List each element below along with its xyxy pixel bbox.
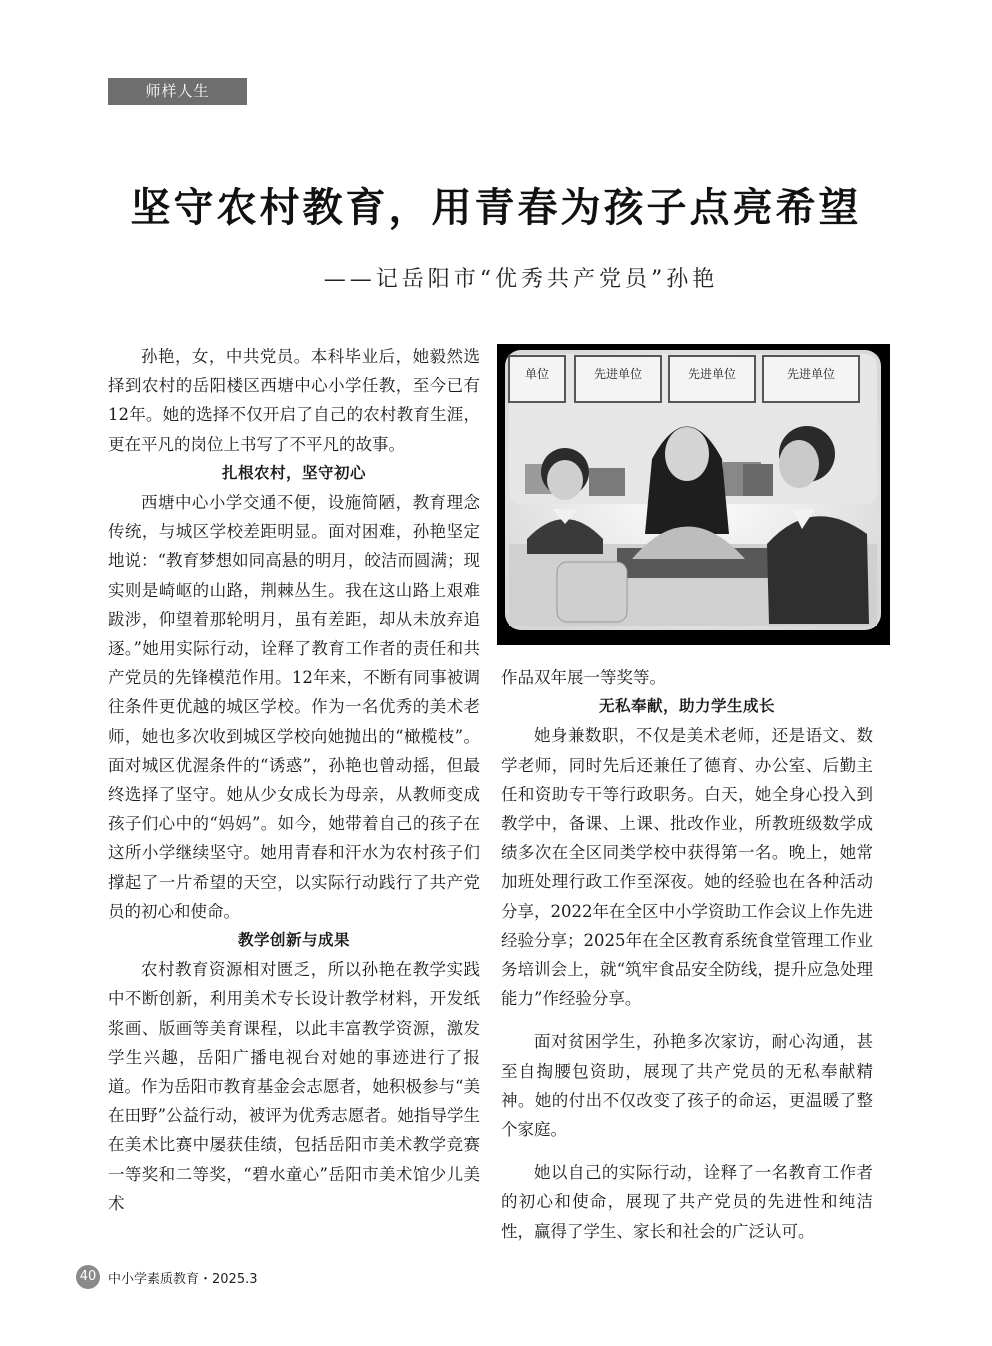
paragraph: 她身兼数职，不仅是美术老师，还是语文、数学老师，同时先后还兼任了德育、办公室、后勤主任和资助专干等行政职务。白天，她全身心投入到教学中，备课、上课、批改作业，所教班级数学成绩多次在全区同类学校中获得第一名。晚上，她常加班处理行政工作至深夜。她的经验也在各种活动分享，2022年在全区中小学资助工作会议上作先进经验分享；2025年在全区教育系统食堂管理工作业务培训会上，就“筑牢食品安全防线，提升应急处理能力”作经验分享。 xyxy=(501,726,873,1009)
section-label: 师样人生 xyxy=(108,78,247,105)
article-photo xyxy=(497,344,890,645)
section-heading: 教学创新与成果 xyxy=(237,931,350,950)
section-heading: 扎根农村，坚守初心 xyxy=(221,463,366,482)
article-title: 坚守农村教育，用青春为孩子点亮希望 xyxy=(130,185,862,231)
plaque-text: 先进单位 xyxy=(786,367,836,381)
paragraph: 她以自己的实际行动，诠释了一名教育工作者的初心和使命，展现了共产党员的先进性和纯洁性，赢得了学生、家长和社会的广泛认可。 xyxy=(501,1163,873,1241)
article-subtitle: ——记岳阳市“优秀共产党员”孙艳 xyxy=(323,267,719,292)
plaque-text: 单位 xyxy=(524,367,550,381)
plaque-row xyxy=(509,356,859,402)
paragraph: 孙艳，女，中共党员。本科毕业后，她毅然选择到农村的岳阳楼区西塘中心小学任教，至今已有12年。她的选择不仅开启了自己的农村教育生涯，更在平凡的岗位上书写了不平凡的故事。 xyxy=(108,347,480,454)
plaque-text: 先进单位 xyxy=(593,367,643,381)
left-column xyxy=(108,342,480,1218)
paragraph: 作品双年展一等奖等。 xyxy=(501,668,666,687)
paragraph: 面对贫困学生，孙艳多次家访，耐心沟通，甚至自掏腰包资助，展现了共产党员的无私奉献精神。她的付出不仅改变了孩子的命运，更温暖了整个家庭。 xyxy=(501,1032,873,1140)
page-number: 40 xyxy=(76,1265,100,1289)
paragraph: 农村教育资源相对匮乏，所以孙艳在教学实践中不断创新，利用美术专长设计教学材料，开发纸浆画、版画等美育课程，以此丰富教学资源，激发学生兴趣，岳阳广播电视台对她的事迹进行了报道。作为岳阳市教育基金会志愿者，她积极参与“美在田野”公益行动，被评为优秀志愿者。她指导学生在美术比赛中屡获佳绩，包括岳阳市美术教学竞赛一等奖和二等奖，“碧水童心”岳阳市美术馆少儿美术 xyxy=(108,960,480,1213)
plaque-text: 先进单位 xyxy=(687,367,737,381)
journal-name: 中小学素质教育・2025.3 xyxy=(108,1271,258,1287)
section-heading: 无私奉献，助力学生成长 xyxy=(598,697,775,716)
page-footer xyxy=(76,1265,258,1289)
right-column xyxy=(501,663,873,1246)
paragraph: 西塘中心小学交通不便，设施简陋，教育理念传统，与城区学校差距明显。面对困难，孙艳坚定地说：“教育梦想如同高悬的明月，皎洁而圆满；现实则是崎岖的山路，荆棘丛生。我在这山路上艰难跋涉，仰望着那轮明月，虽有差距，却从未放弃追逐。”她用实际行动，诠释了教育工作者的责任和共产党员的先锋模范作用。12年来，不断有同事被调往条件更优越的城区学校。作为一名优秀的美术老师，她也多次收到城区学校向她抛出的“橄榄枝”。面对城区优渥条件的“诱惑”，孙艳也曾动摇，但最终选择了坚守。她从少女成长为母亲，从教师变成孩子们心中的“妈妈”。如今，她带着自己的孩子在这所小学继续坚守。她用青春和汗水为农村孩子们撑起了一片希望的天空，以实际行动践行了共产党员的初心和使命。 xyxy=(108,493,480,921)
